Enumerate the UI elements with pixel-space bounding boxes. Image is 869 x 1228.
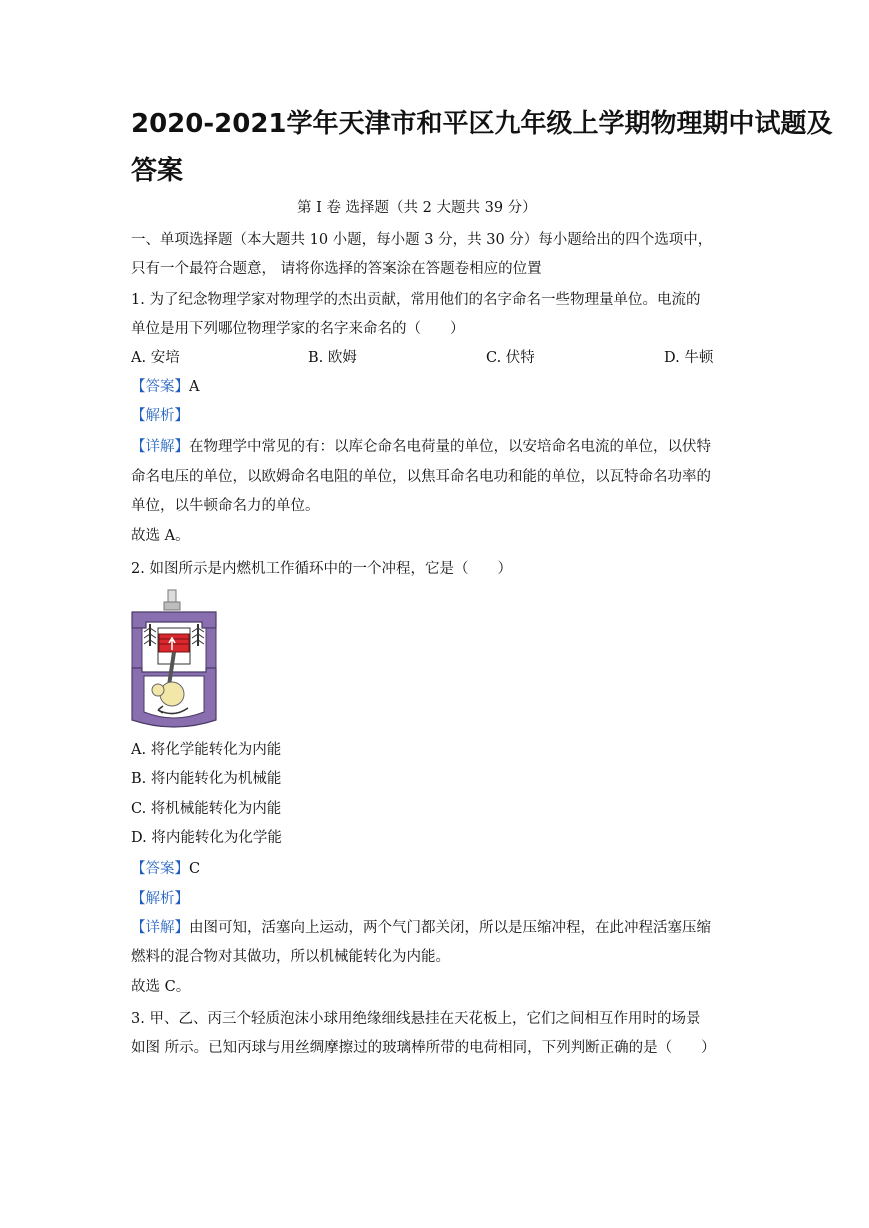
section-header: 第 Ⅰ 卷 选择题（共 2 大题共 39 分） — [297, 200, 537, 216]
q2-analysis-tag: 【解析】 — [131, 891, 189, 907]
doc-title-line1: 2020-2021学年天津市和平区九年级上学期物理期中试题及 — [131, 109, 833, 139]
q1-detail-line2: 命名电压的单位，以欧姆命名电阻的单位，以焦耳命名电功和能的单位，以瓦特命名功率的 — [131, 469, 711, 485]
cylinder-head — [132, 612, 216, 628]
doc-title-line2: 答案 — [131, 156, 184, 186]
q2-detail-tag: 【详解】 — [131, 920, 189, 936]
q1-stem-line1: 1. 为了纪念物理学家对物理学的杰出贡献，常用他们的名字命名一些物理量单位。电流的 — [131, 292, 701, 308]
q2-option-d: D. 将内能转化为化学能 — [131, 830, 282, 846]
q1-option-c: C. 伏特 — [486, 350, 535, 366]
q2-answer-row — [131, 857, 200, 878]
q1-answer-row — [131, 375, 199, 396]
q2-option-a: A. 将化学能转化为内能 — [131, 742, 282, 758]
q1-detail-text1: 在物理学中常见的有：以库仑命名电荷量的单位，以安培命名电流的单位，以伏特 — [189, 439, 711, 455]
cylinder-wall-left — [132, 628, 142, 668]
q1-detail-line3: 单位，以牛顿命名力的单位。 — [131, 498, 320, 514]
q1-answer-tag: 【答案】 — [131, 379, 189, 395]
q2-detail-line1 — [131, 916, 711, 937]
spark-plug-base — [164, 602, 180, 610]
q1-detail-line1 — [131, 435, 711, 456]
q2-detail-line2: 燃料的混合物对其做功，所以机械能转化为内能。 — [131, 949, 450, 965]
q2-stem: 2. 如图所示是内燃机工作循环中的一个冲程，它是（ ） — [131, 561, 512, 577]
q1-option-a: A. 安培 — [131, 350, 180, 366]
q1-detail-tag: 【详解】 — [131, 439, 189, 455]
q1-stem-line2: 单位是用下列哪位物理学家的名字来命名的（ ） — [131, 321, 465, 337]
q1-conclusion: 故选 A。 — [131, 528, 190, 544]
engine-diagram — [128, 588, 224, 728]
q2-conclusion: 故选 C。 — [131, 979, 191, 995]
q1-option-b: B. 欧姆 — [308, 350, 357, 366]
q2-answer-value: C — [189, 861, 201, 877]
part1-instructions-line2: 只有一个最符合题意， 请将你选择的答案涂在答题卷相应的位置 — [131, 261, 542, 277]
counterweight — [152, 684, 164, 696]
q2-option-c: C. 将机械能转化为内能 — [131, 801, 282, 817]
piston — [159, 634, 189, 652]
part1-instructions-line1: 一、单项选择题（本大题共 10 小题，每小题 3 分，共 30 分）每小题给出的四个选项中， — [131, 232, 713, 248]
q3-stem-line2: 如图 所示。已知丙球与用丝绸摩擦过的玻璃棒所带的电荷相同，下列判断正确的是（ ） — [131, 1040, 716, 1056]
q1-answer-value: A — [189, 379, 200, 395]
q1-option-d: D. 牛顿 — [664, 350, 714, 366]
q1-analysis-tag: 【解析】 — [131, 408, 189, 424]
crankshaft — [160, 682, 184, 706]
q3-stem-line1: 3. 甲、乙、丙三个轻质泡沫小球用绝缘细线悬挂在天花板上，它们之间相互作用时的场景 — [131, 1011, 701, 1027]
q2-answer-tag: 【答案】 — [131, 861, 189, 877]
q2-option-b: B. 将内能转化为机械能 — [131, 771, 282, 787]
cylinder-wall-right — [206, 628, 216, 668]
q2-detail-text1: 由图可知，活塞向上运动，两个气门都关闭，所以是压缩冲程，在此冲程活塞压缩 — [189, 920, 711, 936]
